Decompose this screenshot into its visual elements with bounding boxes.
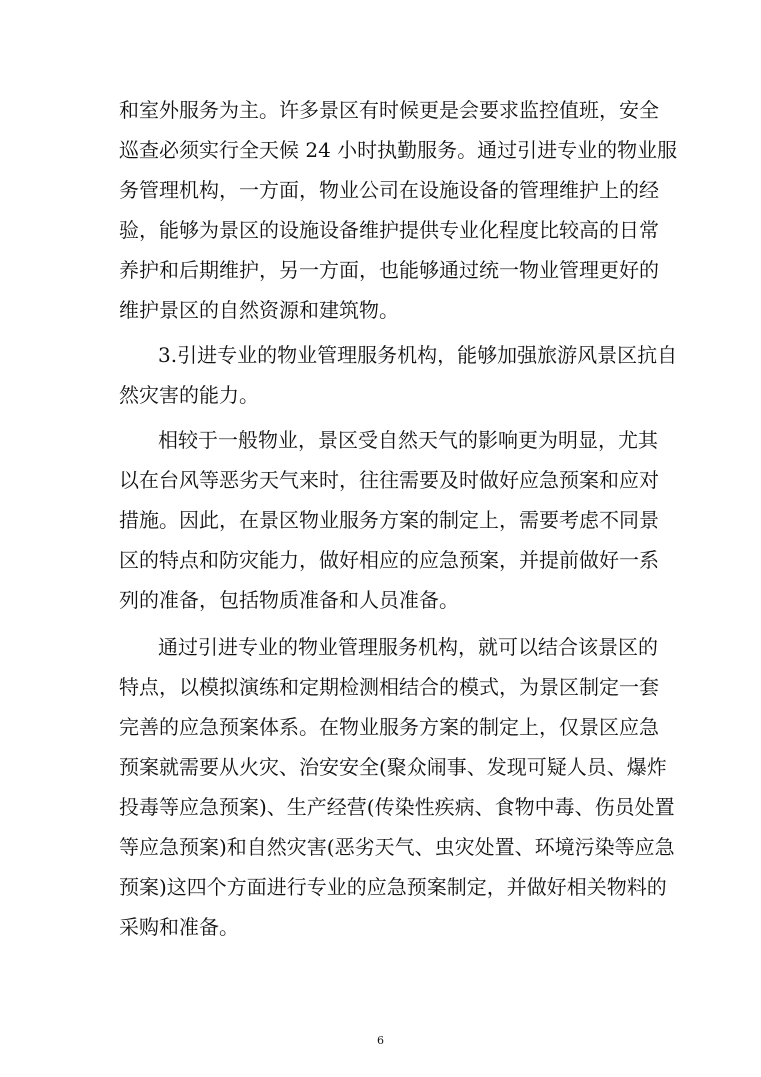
body-text-line: 维护景区的自然资源和建筑物。	[119, 298, 399, 322]
body-text-line: 等应急预案)和自然灾害(恶劣天气、虫灾处置、环境污染等应急	[119, 835, 675, 859]
body-text-line: 特点，以模拟演练和定期检测相结合的模式，为景区制定一套	[119, 675, 659, 699]
body-text-line: 预案)这四个方面进行专业的应急预案制定，并做好相关物料的	[119, 875, 667, 899]
body-text-line: 相较于一般物业，景区受自然天气的影响更为明显，尤其	[158, 428, 658, 452]
body-text-line: 和室外服务为主。许多景区有时候更是会要求监控值班，安全	[119, 98, 659, 122]
body-text-line: 以在台风等恶劣天气来时，往往需要及时做好应急预案和应对	[119, 468, 659, 492]
body-text-line: 通过引进专业的物业管理服务机构，就可以结合该景区的	[158, 635, 658, 659]
body-text-line: 养护和后期维护，另一方面，也能够通过统一物业管理更好的	[119, 258, 659, 282]
body-text-line: 巡查必须实行全天候 24 小时执勤服务。通过引进专业的物业服	[119, 138, 678, 162]
body-text-line: 完善的应急预案体系。在物业服务方案的制定上，仅景区应急	[119, 715, 659, 739]
body-text-line: 验，能够为景区的设施设备维护提供专业化程度比较高的日常	[119, 218, 659, 242]
body-text-line: 措施。因此，在景区物业服务方案的制定上，需要考虑不同景	[119, 508, 659, 532]
body-text-line: 区的特点和防灾能力，做好相应的应急预案，并提前做好一系	[119, 548, 659, 572]
body-text-line: 预案就需要从火灾、治安安全(聚众闹事、发现可疑人员、爆炸	[119, 755, 667, 779]
section-heading-line: 3.引进专业的物业管理服务机构，能够加强旅游风景区抗自	[158, 343, 678, 367]
body-text-line: 投毒等应急预案)、生产经营(传染性疾病、食物中毒、伤员处置	[119, 795, 675, 819]
page-number: 6	[377, 1034, 384, 1047]
body-text-line: 列的准备，包括物质准备和人员准备。	[119, 588, 459, 612]
body-text-line: 采购和准备。	[119, 915, 239, 939]
body-text-line: 务管理机构，一方面，物业公司在设施设备的管理维护上的经	[119, 178, 659, 202]
section-heading-line: 然灾害的能力。	[119, 383, 259, 407]
